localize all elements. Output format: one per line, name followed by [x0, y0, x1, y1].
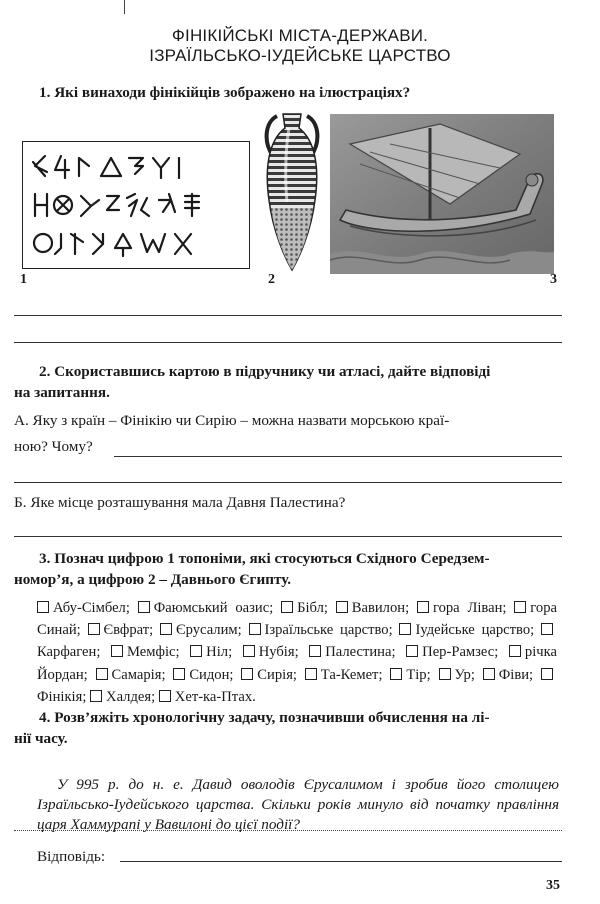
page-title-line2: ІЗРАЇЛЬСЬКО-ІУДЕЙСЬКЕ ЦАРСТВО: [149, 46, 451, 65]
toponym-item[interactable]: Ур;: [439, 667, 475, 683]
answer-label: Відповідь:: [37, 848, 106, 865]
toponym-item[interactable]: Абу-Сімбел;: [37, 600, 130, 616]
question-1: 1. Які винаходи фінікійців зображено на ілюстраціях?: [39, 84, 411, 101]
toponym-item[interactable]: Ніл;: [190, 644, 232, 660]
illustration-label-2: 2: [268, 272, 275, 287]
checkbox: [509, 645, 521, 657]
checkbox: [305, 668, 317, 680]
answer-line[interactable]: [120, 861, 562, 862]
checkbox: [514, 601, 526, 613]
checkbox: [88, 623, 100, 635]
question-3-line2: номор’я, а цифрою 2 – Давнього Єгипту.: [14, 571, 292, 588]
toponym-item[interactable]: Сирія;: [241, 667, 297, 683]
answer-line[interactable]: [14, 315, 562, 316]
toponym-item[interactable]: Фіви;: [483, 667, 533, 683]
phoenician-letters-icon: [23, 142, 249, 268]
timeline-line[interactable]: [14, 830, 562, 831]
answer-line[interactable]: [14, 342, 562, 343]
question-2-line2: на запитання.: [14, 384, 110, 401]
checkbox: [483, 668, 495, 680]
toponym-item[interactable]: гора Синай;: [37, 600, 557, 639]
toponym-item[interactable]: Халдея;: [90, 689, 155, 705]
question-4-line2: нії часу.: [14, 730, 68, 747]
checkbox: [190, 645, 202, 657]
toponym-item[interactable]: Євфрат;: [88, 622, 154, 638]
glass-vessel-illustration: [259, 112, 325, 274]
checkbox: [406, 645, 418, 657]
checkbox: [241, 668, 253, 680]
ship-relief-illustration: [330, 114, 554, 274]
toponym-item[interactable]: гора Ліван;: [417, 600, 507, 616]
toponym-item[interactable]: Бібл;: [281, 600, 328, 616]
toponym-item[interactable]: Фаюмський оазис;: [138, 600, 274, 616]
checkbox: [541, 668, 553, 680]
toponym-item[interactable]: Тір;: [390, 667, 430, 683]
checkbox: [37, 601, 49, 613]
answer-line[interactable]: [14, 482, 562, 483]
amphora-icon: [259, 112, 325, 274]
answer-line[interactable]: [14, 536, 562, 537]
toponym-checklist: [37, 597, 557, 708]
checkbox: [336, 601, 348, 613]
checkbox: [111, 645, 123, 657]
phoenician-alphabet-illustration: [22, 141, 250, 269]
page-number: 35: [546, 878, 560, 893]
toponym-item[interactable]: Єрусалим;: [160, 622, 242, 638]
page-title-line1: ФІНІКІЙСЬКІ МІСТА-ДЕРЖАВИ.: [171, 26, 429, 45]
checkbox: [160, 623, 172, 635]
toponym-item[interactable]: Та-Кемет;: [305, 667, 383, 683]
checkbox: [138, 601, 150, 613]
toponym-item[interactable]: Ізраїльське царство;: [249, 622, 393, 638]
toponym-item[interactable]: Палестина;: [309, 644, 395, 660]
question-3-line1: 3. Познач цифрою 1 топоніми, які стосуються Східного Середзем-: [39, 550, 490, 567]
toponym-item[interactable]: Хет-ка-Птах.: [159, 689, 256, 705]
checkbox: [96, 668, 108, 680]
question-4-line1: 4. Розв’яжіть хронологічну задачу, позначивши обчислення на лі-: [39, 709, 490, 726]
toponym-item[interactable]: річка Йордан;: [37, 644, 557, 683]
checkbox: [173, 668, 185, 680]
toponym-item[interactable]: Самарія;: [96, 667, 166, 683]
illustration-label-3: 3: [550, 272, 557, 287]
checkbox: [90, 690, 102, 702]
toponym-item[interactable]: Сидон;: [173, 667, 233, 683]
checkbox: [541, 623, 553, 635]
toponym-item[interactable]: Вавилон;: [336, 600, 409, 616]
toponym-item[interactable]: Карфаген;: [37, 622, 557, 660]
answer-line[interactable]: [114, 456, 562, 457]
checkbox: [439, 668, 451, 680]
toponym-item[interactable]: Мемфіс;: [111, 644, 180, 660]
toponym-item[interactable]: Нубія;: [243, 644, 299, 660]
question-2-line1: 2. Скориставшись картою в підручнику чи атласі, дайте відповіді: [39, 363, 491, 380]
illustration-label-1: 1: [20, 272, 27, 287]
toponym-item[interactable]: Іудейське царство;: [399, 622, 534, 638]
toponym-item[interactable]: Пер-Рамзес;: [406, 644, 498, 660]
question-2b: Б. Яке місце розташування мала Давня Палестина?: [14, 494, 346, 511]
question-2a-line2: ною? Чому?: [14, 438, 93, 455]
chronology-task: У 995 р. до н. е. Давид оволодів Єрусалимом і зробив його столицею Ізраїльсько-Іудейського царства. Скільки років минуло від початку правління царя Хаммурапі у Вавилоні до цієї події?: [37, 776, 559, 833]
checkbox: [417, 601, 429, 613]
checkbox: [309, 645, 321, 657]
checkbox: [390, 668, 402, 680]
page-edge-mark: [124, 0, 125, 14]
toponym-item[interactable]: Фінікія;: [37, 667, 557, 705]
checkbox: [399, 623, 411, 635]
ship-icon: [330, 114, 554, 274]
checkbox: [159, 690, 171, 702]
question-2a-line1: А. Яку з країн – Фінікію чи Сирію – можна назвати морською краї-: [14, 412, 450, 429]
checkbox: [281, 601, 293, 613]
checkbox: [249, 623, 261, 635]
checkbox: [243, 645, 255, 657]
